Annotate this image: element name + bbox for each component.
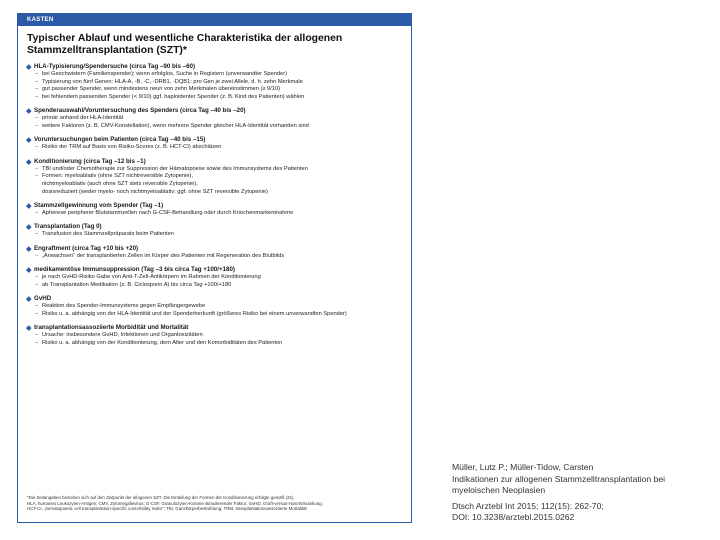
footnote-line: HLA, humanes Leukozyten-Antigen; CMV, Zytomegalievirus; G-CSF, Granulozyten-Kolonie stimulierender Faktor; GvHD, Graft-versus-Host-Erkrankung; (27, 500, 323, 506)
list-subitem-text: dosisreduziert (weder myelo- noch nichtmyeloablativ; ggf. ohne SZT reversible Zytopenie) (42, 188, 268, 195)
section-heading-text: Konditionierung (circa Tag –12 bis –1) (34, 157, 146, 165)
diamond-bullet-icon (26, 246, 31, 251)
list-item-text: Apherese peripherer Blutstammzellen nach G-CSF-Behandlung oder durch Knochenmarkentnahme (42, 209, 294, 216)
section-heading (27, 266, 407, 274)
citation (452, 462, 717, 524)
diamond-bullet-icon (26, 267, 31, 272)
list-item (27, 282, 407, 290)
section-heading (27, 245, 407, 253)
list-subitem (27, 181, 407, 189)
diamond-bullet-icon (26, 325, 31, 330)
section (27, 295, 407, 318)
list-item-text: Risiko u. a. abhängig von der Konditionierung, dem Alter und den Komorbiditäten des Patienten (42, 339, 283, 346)
list-item-text: gut passender Spender, wenn mindestens neun von zehn Merkmalen übereinstimmen (≥ 9/10) (42, 86, 281, 93)
diamond-bullet-icon (26, 224, 31, 229)
list-item (27, 332, 407, 340)
dash-bullet-icon: – (35, 93, 39, 100)
section (27, 63, 407, 102)
section-heading-text: GvHD (34, 294, 52, 302)
section-heading (27, 158, 407, 166)
list-item (27, 115, 407, 123)
box-title-line: Typischer Ablauf und wesentliche Charakteristika der allogenen (27, 33, 343, 44)
info-box (17, 13, 412, 523)
list-item-text: Risiko u. a. abhängig von der HLA-Identität und der Spenderherkunft (größeres Risiko bei einem unverwandten Spender) (42, 310, 347, 317)
diamond-bullet-icon (26, 137, 31, 142)
section-heading-text: medikamentöse Immunsuppression (Tag –3 bis circa Tag +100/+180) (34, 265, 235, 273)
list-item-text: weitere Faktoren (z. B. CMV-Konstellation), wenn mehrere Spender gleicher HLA-Identität vorhanden sind (42, 122, 309, 129)
list-item (27, 253, 407, 261)
dash-bullet-icon: – (35, 165, 39, 172)
list-item-text: Typisierung von fünf Genen: HLA-A, -B, -C, -DRB1, -DQB1: pro Gen je zwei Allele, d. h. zehn Merkmale (42, 78, 303, 85)
diamond-bullet-icon (26, 159, 31, 164)
section-heading (27, 63, 407, 71)
list-subitem (27, 189, 407, 197)
list-item-text: je nach GvHD-Risiko Gabe von Anti-T-Zell-Antikörpern im Rahmen der Konditionierung (42, 274, 261, 281)
list-item (27, 94, 407, 102)
section-heading-text: Engraftment (circa Tag +10 bis +20) (34, 244, 139, 252)
section (27, 107, 407, 130)
list-item-text: primär anhand der HLA-Identität (42, 115, 124, 122)
section-heading-text: Stammzellgewinnung vom Spender (Tag –1) (34, 201, 164, 209)
list-item (27, 340, 407, 348)
dash-bullet-icon: – (35, 252, 39, 259)
dash-bullet-icon: – (35, 144, 39, 151)
diamond-bullet-icon (26, 203, 31, 208)
section-heading-text: Spenderauswahl/Voruntersuchung des Spenders (circa Tag –40 bis –20) (34, 107, 246, 115)
section (27, 202, 407, 218)
list-item-text: bei fehlendem passenden Spender (< 9/10) ggf. haploidenter Spender (z. B. Kind des Patienten) wählen (42, 93, 305, 100)
list-item (27, 123, 407, 131)
list-item-text: Reaktion des Spender-Immunsystems gegen Empfängergewebe (42, 303, 206, 310)
section-heading-text: transplantationsassoziierte Morbidität und Mortalität (34, 323, 189, 331)
list-item-text: ab Transplantation Medikation (z. B. Ciclosporin A) bis circa Tag +100/+180 (42, 281, 232, 288)
list-item-text: TBI und/oder Chemotherapie zur Suppression der Hämatopoese sowie des Immunsystems des Patienten (42, 165, 308, 172)
dash-bullet-icon: – (35, 310, 39, 317)
citation-journal: Dtsch Arztebl Int 2015; 112(15): 262-70; (452, 500, 604, 511)
dash-bullet-icon: – (35, 86, 39, 93)
list-item-text: „Anwachsen“ der transplantierten Zellen im Körper des Patienten mit Regeneration des Blutbilds (42, 252, 285, 259)
dash-bullet-icon: – (35, 281, 39, 288)
list-item (27, 210, 407, 218)
diamond-bullet-icon (26, 64, 31, 69)
section-heading-text: Transplantation (Tag 0) (34, 223, 102, 231)
box-title-line: Stammzelltransplantation (SZT)* (27, 45, 187, 56)
list-item-text: bei Geschwistern (Familienspender); wenn erfolglos, Suche in Registern (unverwandter Spender) (42, 71, 287, 78)
list-item (27, 311, 407, 319)
footnote-line: *Die Zeitangaben beziehen sich auf den Zeitpunkt der allogenen SZT. Die Einteilung der Formen der Konditionierung erfolgte gemäß (31). (27, 495, 295, 500)
dash-bullet-icon: – (35, 122, 39, 129)
diamond-bullet-icon (26, 296, 31, 301)
section-heading-text: HLA-Typisierung/Spendersuche (circa Tag –90 bis –60) (34, 63, 196, 70)
dash-bullet-icon: – (35, 274, 39, 281)
list-subitem-text: nichtmyeloablativ (auch ohne SZT stets reversible Zytopenie), (42, 180, 198, 187)
section (27, 324, 407, 347)
dash-bullet-icon: – (35, 303, 39, 310)
dash-bullet-icon: – (35, 209, 39, 216)
dash-bullet-icon: – (35, 78, 39, 85)
section (27, 245, 407, 261)
list-item (27, 303, 407, 311)
section (27, 136, 407, 152)
list-item-text: Formen: myeloablativ (ohne SZT nichtreversible Zytopenie), (42, 173, 193, 180)
dash-bullet-icon: – (35, 71, 39, 78)
list-item (27, 274, 407, 282)
section-heading (27, 324, 407, 332)
list-item (27, 231, 407, 239)
dash-bullet-icon: – (35, 173, 39, 180)
list-item-text: Transfusion des Stammzellpräparats beim Patienten (42, 231, 174, 238)
list-item (27, 173, 407, 181)
footnote-line: HCT-CI, „hematopoietic cell transplantation-specific comorbidity index“; TBI, Ganzkörperbestrahlung; TRM, transplantationsassoziierte Mortalität (27, 506, 307, 512)
section-heading (27, 202, 407, 210)
footnote (27, 495, 407, 512)
list-item-text: Risiko der TRM auf Basis von Risiko-Scores (z. B. HCT-CI) abschätzen (42, 144, 222, 151)
citation-authors: Müller, Lutz P.; Müller-Tidow, Carsten (452, 462, 594, 472)
section (27, 158, 407, 197)
section-heading-text: Voruntersuchungen beim Patienten (circa Tag –40 bis –15) (34, 136, 206, 144)
list-item (27, 144, 407, 152)
dash-bullet-icon: – (35, 115, 39, 122)
box-title (27, 33, 397, 57)
section-heading (27, 295, 407, 303)
list-item (27, 71, 407, 79)
section-list (27, 63, 407, 347)
citation-title: myeloischen Neoplasien (452, 485, 546, 496)
section-heading (27, 136, 407, 144)
section-heading (27, 223, 407, 231)
citation-doi: DOI: 10.3238/arztebl.2015.0262 (452, 512, 575, 523)
section-heading (27, 107, 407, 115)
section (27, 223, 407, 239)
citation-title: Indikationen zur allogenen Stammzelltransplantation bei (452, 473, 666, 484)
list-item (27, 86, 407, 94)
dash-bullet-icon: – (35, 231, 39, 238)
dash-bullet-icon: – (35, 339, 39, 346)
diamond-bullet-icon (26, 108, 31, 113)
list-item-text: Ursache: insbesondere GvHD, Infektionen und Organtoxizitäten (42, 332, 203, 339)
box-header: KASTEN (18, 14, 411, 26)
dash-bullet-icon: – (35, 332, 39, 339)
section (27, 266, 407, 289)
list-item (27, 166, 407, 174)
list-item (27, 79, 407, 87)
